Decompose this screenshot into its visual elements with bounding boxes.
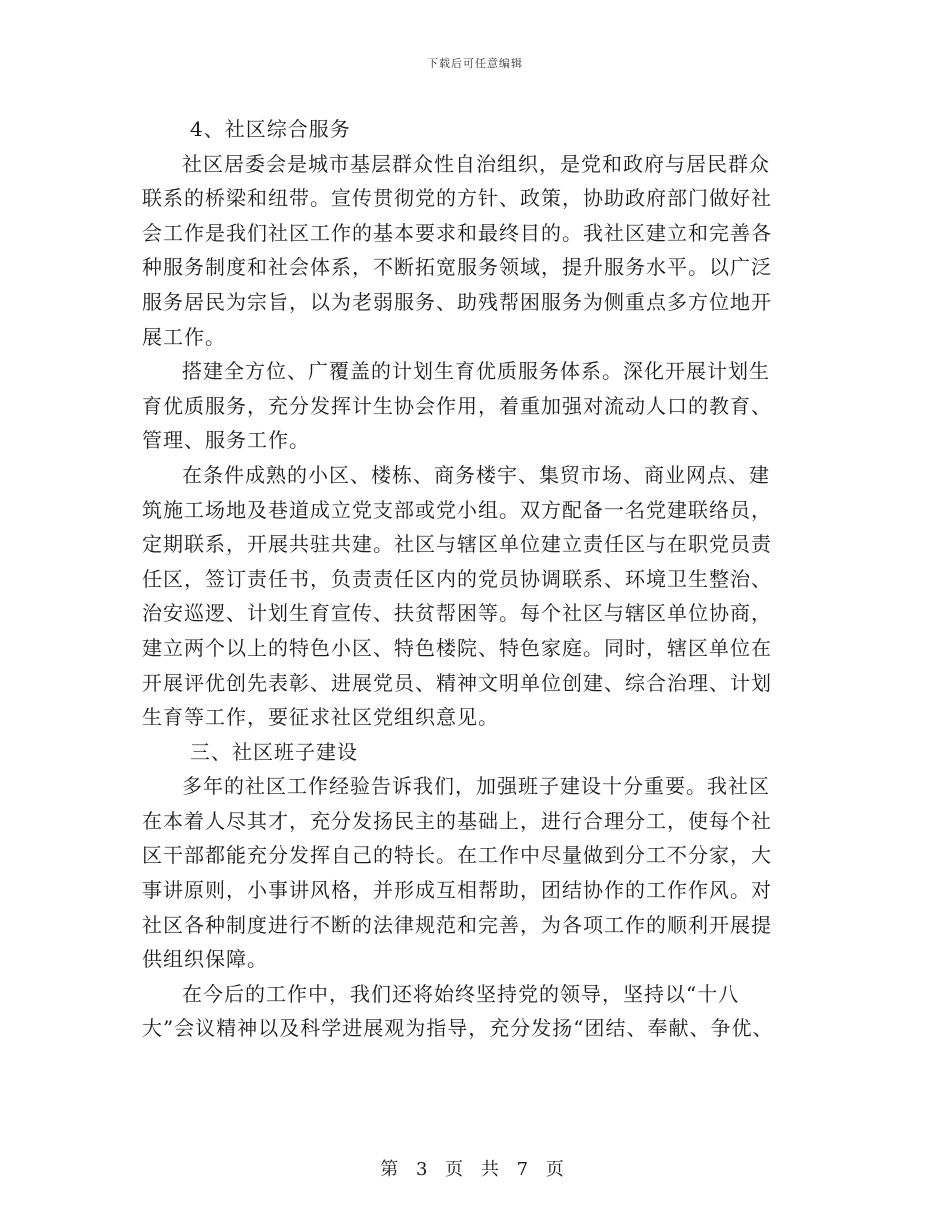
section-heading-4: 4、社区综合服务 [190,117,351,141]
paragraph-family-planning: 搭建全方位、广覆盖的计划生育优质服务体系。深化开展计划生 育优质服务，充分发挥计生协会作用，着重加强对流动人口的教育、 管理、服务工作。 [142,359,772,453]
document-body [142,112,812,1046]
paragraph-community-committee: 社区居委会是城市基层群众性自治组织，是党和政府与居民群众 联系的桥梁和纽带。宣传贯彻党的方针、政策，协助政府部门做好社 会工作是我们社区工作的基本要求和最终目的。我社区建立和完善各 种服务制度和社会体系，不断拓宽服务领域，提升服务水平。以广泛 服务居民为宗旨，以为老弱服务、助残帮困服务为侧重点多方位地开 展工作。 [142,151,772,349]
page-header: 下载后可任意编辑 [427,57,523,70]
paragraph-party-branch: 在条件成熟的小区、楼栋、商务楼宇、集贸市场、商业网点、建 筑施工场地及巷道成立党支部或党小组。双方配备一名党建联络员， 定期联系，开展共驻共建。社区与辖区单位建立责任区与在职党员责 任区，签订责任书，负责责任区内的党员协调联系、环境卫生整治、 治安巡逻、计划生育宣传、扶贫帮困等。每个社区与辖区单位协商， 建立两个以上的特色小区、特色楼院、特色家庭。同时，辖区单位在 开展评优创先表彰、进展党员、精神文明单位创建、综合治理、计划 生育等工作，要征求社区党组织意见。 [142,462,772,730]
paragraph-future-work: 在今后的工作中，我们还将始终坚持党的领导，坚持以“十八 大”会议精神以及科学进展观为指导，充分发扬“团结、奉献、争优、 [142,981,774,1041]
paragraph-team-building: 多年的社区工作经验告诉我们，加强班子建设十分重要。我社区 在本着人尽其才，充分发扬民主的基础上，进行合理分工，使每个社 区干部都能充分发挥自己的特长。在工作中尽量做到分工不分家，大 事讲原则，小事讲风格，并形成互相帮助，团结协作的工作作风。对 社区各种制度进行不断的法律规范和完善，为各项工作的顺利开展提 供组织保障。 [142,774,772,972]
section-heading-3: 三、社区班子建设 [190,739,358,764]
page-number: 第 3 页 共 7 页 [380,1159,570,1180]
